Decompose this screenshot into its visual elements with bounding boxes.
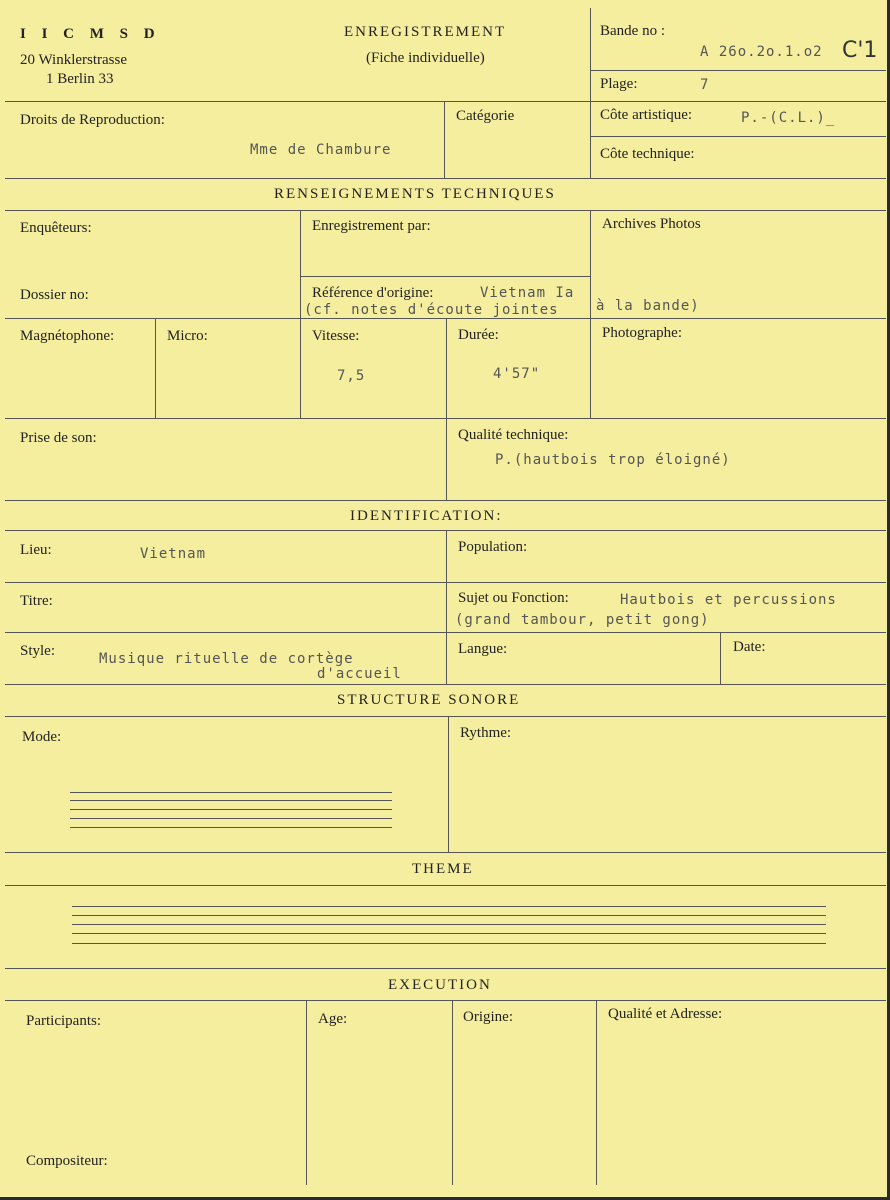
cote-artistique-label: Côte artistique: [600, 107, 693, 123]
rule [590, 136, 886, 137]
bande-value: A 26o.2o.1.o2 [700, 44, 823, 60]
rythme-label: Rythme: [460, 725, 512, 741]
date-label: Date: [733, 639, 766, 655]
rule [5, 684, 886, 685]
plage-value: 7 [700, 77, 710, 93]
theme-staff-line [72, 924, 826, 925]
rule [5, 968, 886, 969]
section-title-execution: EXECUTION [388, 977, 492, 993]
rule [5, 500, 886, 501]
rule [155, 318, 156, 418]
rule [306, 1000, 307, 1185]
theme-staff-line [72, 915, 826, 916]
theme-staff-line [72, 933, 826, 934]
rule [590, 70, 886, 71]
enregistrement-par-label: Enregistrement par: [312, 218, 431, 234]
rule [5, 1000, 886, 1001]
address-line-2: 1 Berlin 33 [46, 71, 114, 87]
theme-staff-line [72, 906, 826, 907]
section-title-structure: STRUCTURE SONORE [337, 692, 521, 708]
reference-note-2: à la bande) [596, 298, 700, 314]
section-title-technical: RENSEIGNEMENTS TECHNIQUES [274, 186, 556, 202]
micro-label: Micro: [167, 328, 208, 344]
reference-label: Référence d'origine: [312, 285, 434, 301]
categorie-label: Catégorie [456, 108, 515, 124]
style-value-2: d'accueil [317, 666, 402, 682]
dossier-label: Dossier no: [20, 287, 89, 303]
plage-label: Plage: [600, 76, 638, 92]
section-title-theme: THEME [412, 861, 474, 877]
sujet-value-1: Hautbois et percussions [620, 592, 837, 608]
participants-label: Participants: [26, 1013, 101, 1029]
section-title-identification: IDENTIFICATION: [350, 508, 503, 524]
rule [596, 1000, 597, 1185]
rule [590, 210, 591, 418]
style-value-1: Musique rituelle de cortège [99, 651, 354, 667]
bande-label: Bande no : [600, 23, 665, 39]
titre-label: Titre: [20, 593, 53, 609]
age-label: Age: [318, 1011, 348, 1027]
rule [444, 101, 445, 178]
style-label: Style: [20, 643, 56, 659]
lieu-value: Vietnam [140, 546, 207, 562]
population-label: Population: [458, 539, 528, 555]
mode-label: Mode: [22, 729, 62, 745]
rule [446, 530, 447, 684]
prise-de-son-label: Prise de son: [20, 430, 97, 446]
rule [452, 1000, 453, 1185]
droits-label: Droits de Reproduction: [20, 112, 165, 128]
compositeur-label: Compositeur: [26, 1153, 108, 1169]
rule [720, 632, 721, 684]
rule [590, 8, 591, 178]
droits-value: Mme de Chambure [250, 142, 392, 158]
qualite-adresse-label: Qualité et Adresse: [608, 1006, 723, 1022]
langue-label: Langue: [458, 641, 508, 657]
sujet-value-2: (grand tambour, petit gong) [455, 612, 710, 628]
enqueteurs-label: Enquêteurs: [20, 220, 92, 236]
form-subtitle: (Fiche individuelle) [366, 50, 485, 66]
rule [300, 276, 590, 277]
photographe-label: Photographe: [602, 325, 682, 341]
rule [446, 318, 447, 418]
reference-value: Vietnam Ia [480, 285, 575, 301]
address-line-1: 20 Winklerstrasse [20, 52, 128, 68]
mode-staff-line [70, 800, 392, 801]
mode-staff-line [70, 792, 392, 793]
rule [5, 885, 886, 886]
magnetophone-label: Magnétophone: [20, 328, 115, 344]
rule [300, 210, 301, 418]
origine-label: Origine: [463, 1009, 513, 1025]
institute-logo: I I C M S D [20, 26, 161, 42]
bande-handwritten: C'1 [842, 38, 878, 63]
vitesse-value: 7,5 [337, 368, 366, 384]
theme-staff-line [72, 943, 826, 944]
rule [448, 716, 449, 852]
rule [446, 418, 447, 500]
rule [5, 101, 886, 102]
mode-staff-line [70, 818, 392, 819]
rule [5, 716, 886, 717]
lieu-label: Lieu: [20, 542, 52, 558]
archives-photos-label: Archives Photos [602, 216, 701, 232]
rule [5, 210, 886, 211]
vitesse-label: Vitesse: [312, 328, 360, 344]
cote-technique-label: Côte technique: [600, 146, 695, 162]
mode-staff-line [70, 809, 392, 810]
reference-note-1: (cf. notes d'écoute jointes [304, 302, 559, 318]
cote-artistique-value: P.-(C.L.)_ [741, 110, 836, 126]
rule [5, 178, 886, 179]
qualite-technique-value: P.(hautbois trop éloigné) [495, 452, 731, 468]
form-title: ENREGISTREMENT [344, 24, 507, 40]
duree-label: Durée: [458, 327, 499, 343]
qualite-technique-label: Qualité technique: [458, 427, 569, 443]
sujet-label: Sujet ou Fonction: [458, 590, 569, 606]
mode-staff-line [70, 827, 392, 828]
rule [5, 852, 886, 853]
duree-value: 4'57" [493, 366, 541, 382]
